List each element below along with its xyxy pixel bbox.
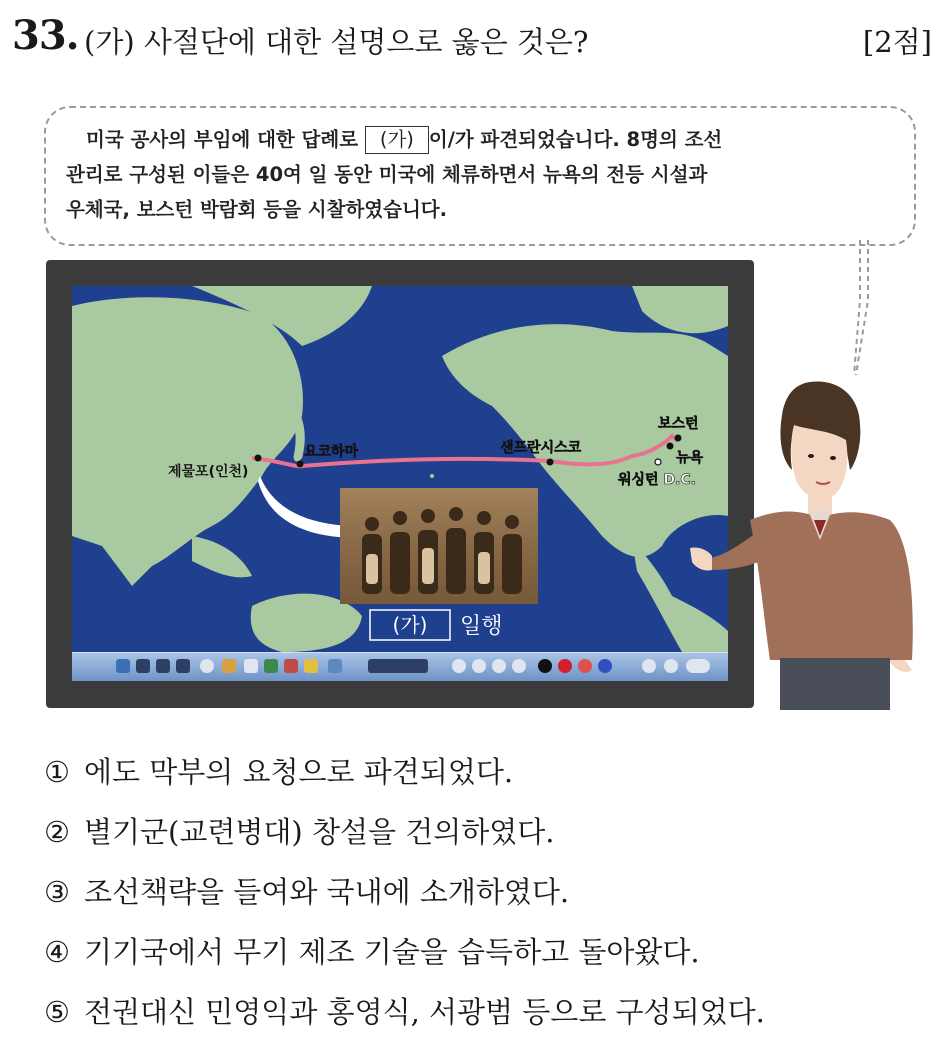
toolbar-black-dot-icon[interactable] bbox=[538, 659, 552, 673]
bubble-text bbox=[66, 122, 896, 227]
toolbar-nav-icon[interactable] bbox=[368, 659, 428, 673]
label-jemulpo: 제물포(인천) bbox=[168, 464, 249, 480]
white-sweep bbox=[258, 476, 352, 538]
option-1-text: 에도 막부의 요청으로 파견되었다. bbox=[84, 755, 514, 789]
caption-text: 일행 bbox=[460, 614, 503, 639]
toolbar-zoom-icon[interactable] bbox=[642, 659, 656, 673]
toolbar-circle4-icon[interactable] bbox=[512, 659, 526, 673]
toolbar-color-icon[interactable] bbox=[284, 659, 298, 673]
option-4-number: ④ bbox=[44, 935, 70, 969]
washington-dot bbox=[655, 459, 661, 465]
label-yokohama: 요코하마 bbox=[304, 444, 359, 460]
toolbar-circle3-icon[interactable] bbox=[492, 659, 506, 673]
toolbar-red-dot-icon[interactable] bbox=[558, 659, 572, 673]
option-3-number: ③ bbox=[44, 875, 70, 909]
yokohama-dot bbox=[297, 461, 304, 468]
bubble-line3: 우체국, 보스턴 박람회 등을 시찰하였습니다. bbox=[66, 198, 448, 221]
label-sanfrancisco: 샌프란시스코 bbox=[500, 440, 582, 456]
toolbar-pen2-icon[interactable] bbox=[156, 659, 170, 673]
toolbar-pen-icon[interactable] bbox=[136, 659, 150, 673]
newyork-dot bbox=[667, 443, 674, 450]
option-5[interactable] bbox=[44, 992, 924, 1052]
jemulpo-dot bbox=[255, 455, 262, 462]
map-screen bbox=[72, 286, 728, 652]
option-3-text: 조선책략을 들여와 국내에 소개하였다. bbox=[84, 875, 570, 909]
option-4[interactable] bbox=[44, 932, 924, 992]
label-washington: 워싱턴 D.C. bbox=[618, 472, 696, 488]
boston-dot bbox=[675, 435, 682, 442]
toolbar-page-icon[interactable] bbox=[328, 659, 342, 673]
option-5-text: 전권대신 민영익과 홍영식, 서광범 등으로 구성되었다. bbox=[84, 995, 765, 1029]
speech-bubble bbox=[44, 106, 916, 246]
question-text: (가) 사절단에 대한 설명으로 옳은 것은? bbox=[84, 25, 589, 59]
toolbar-circle2-icon[interactable] bbox=[472, 659, 486, 673]
question-number: 33. bbox=[12, 12, 79, 59]
teacher-illustration bbox=[690, 370, 930, 710]
screen-toolbar[interactable] bbox=[72, 652, 728, 681]
asia-landmass bbox=[72, 297, 303, 586]
toolbar-menu-icon[interactable] bbox=[116, 659, 130, 673]
toolbar-select-icon[interactable] bbox=[244, 659, 258, 673]
toolbar-minus-icon[interactable] bbox=[664, 659, 678, 673]
option-1-number: ① bbox=[44, 755, 70, 789]
envoys-photo bbox=[340, 488, 538, 604]
greenland bbox=[632, 286, 728, 333]
bubble-tail bbox=[846, 240, 876, 380]
question-header bbox=[12, 12, 932, 62]
label-newyork: 뉴욕 bbox=[676, 450, 704, 466]
toolbar-eraser-icon[interactable] bbox=[222, 659, 236, 673]
option-5-number: ⑤ bbox=[44, 995, 70, 1029]
toolbar-shapes-icon[interactable] bbox=[200, 659, 214, 673]
world-map bbox=[72, 286, 728, 652]
option-2-text: 별기군(교련병대) 창설을 건의하였다. bbox=[84, 815, 555, 849]
option-1[interactable] bbox=[44, 752, 924, 812]
bubble-blank-box: (가) bbox=[365, 126, 429, 154]
option-2-number: ② bbox=[44, 815, 70, 849]
toolbar-red2-dot-icon[interactable] bbox=[578, 659, 592, 673]
southeast-asia bbox=[192, 536, 252, 577]
option-4-text: 기기국에서 무기 제조 기술을 습득하고 돌아왔다. bbox=[84, 935, 700, 969]
question-points: [2점] bbox=[862, 25, 932, 59]
label-boston: 보스턴 bbox=[658, 416, 699, 432]
option-3[interactable] bbox=[44, 872, 924, 932]
bubble-line1-post: 이/가 파견되었습니다. 8명의 조선 bbox=[428, 128, 723, 151]
answer-options bbox=[44, 752, 924, 1052]
bubble-line2: 관리로 구성된 이들은 40여 일 동안 미국에 체류하면서 뉴욕의 전등 시설과 bbox=[66, 163, 708, 186]
sanfrancisco-dot bbox=[547, 459, 554, 466]
toolbar-pen3-icon[interactable] bbox=[176, 659, 190, 673]
toolbar-circle1-icon[interactable] bbox=[452, 659, 466, 673]
toolbar-image-icon[interactable] bbox=[264, 659, 278, 673]
toolbar-folder-icon[interactable] bbox=[304, 659, 318, 673]
toolbar-blue-dot-icon[interactable] bbox=[598, 659, 612, 673]
bubble-line1-pre: 미국 공사의 부임에 대한 답례로 bbox=[86, 128, 359, 151]
caption-box-label: (가) bbox=[392, 613, 428, 637]
option-2[interactable] bbox=[44, 812, 924, 872]
